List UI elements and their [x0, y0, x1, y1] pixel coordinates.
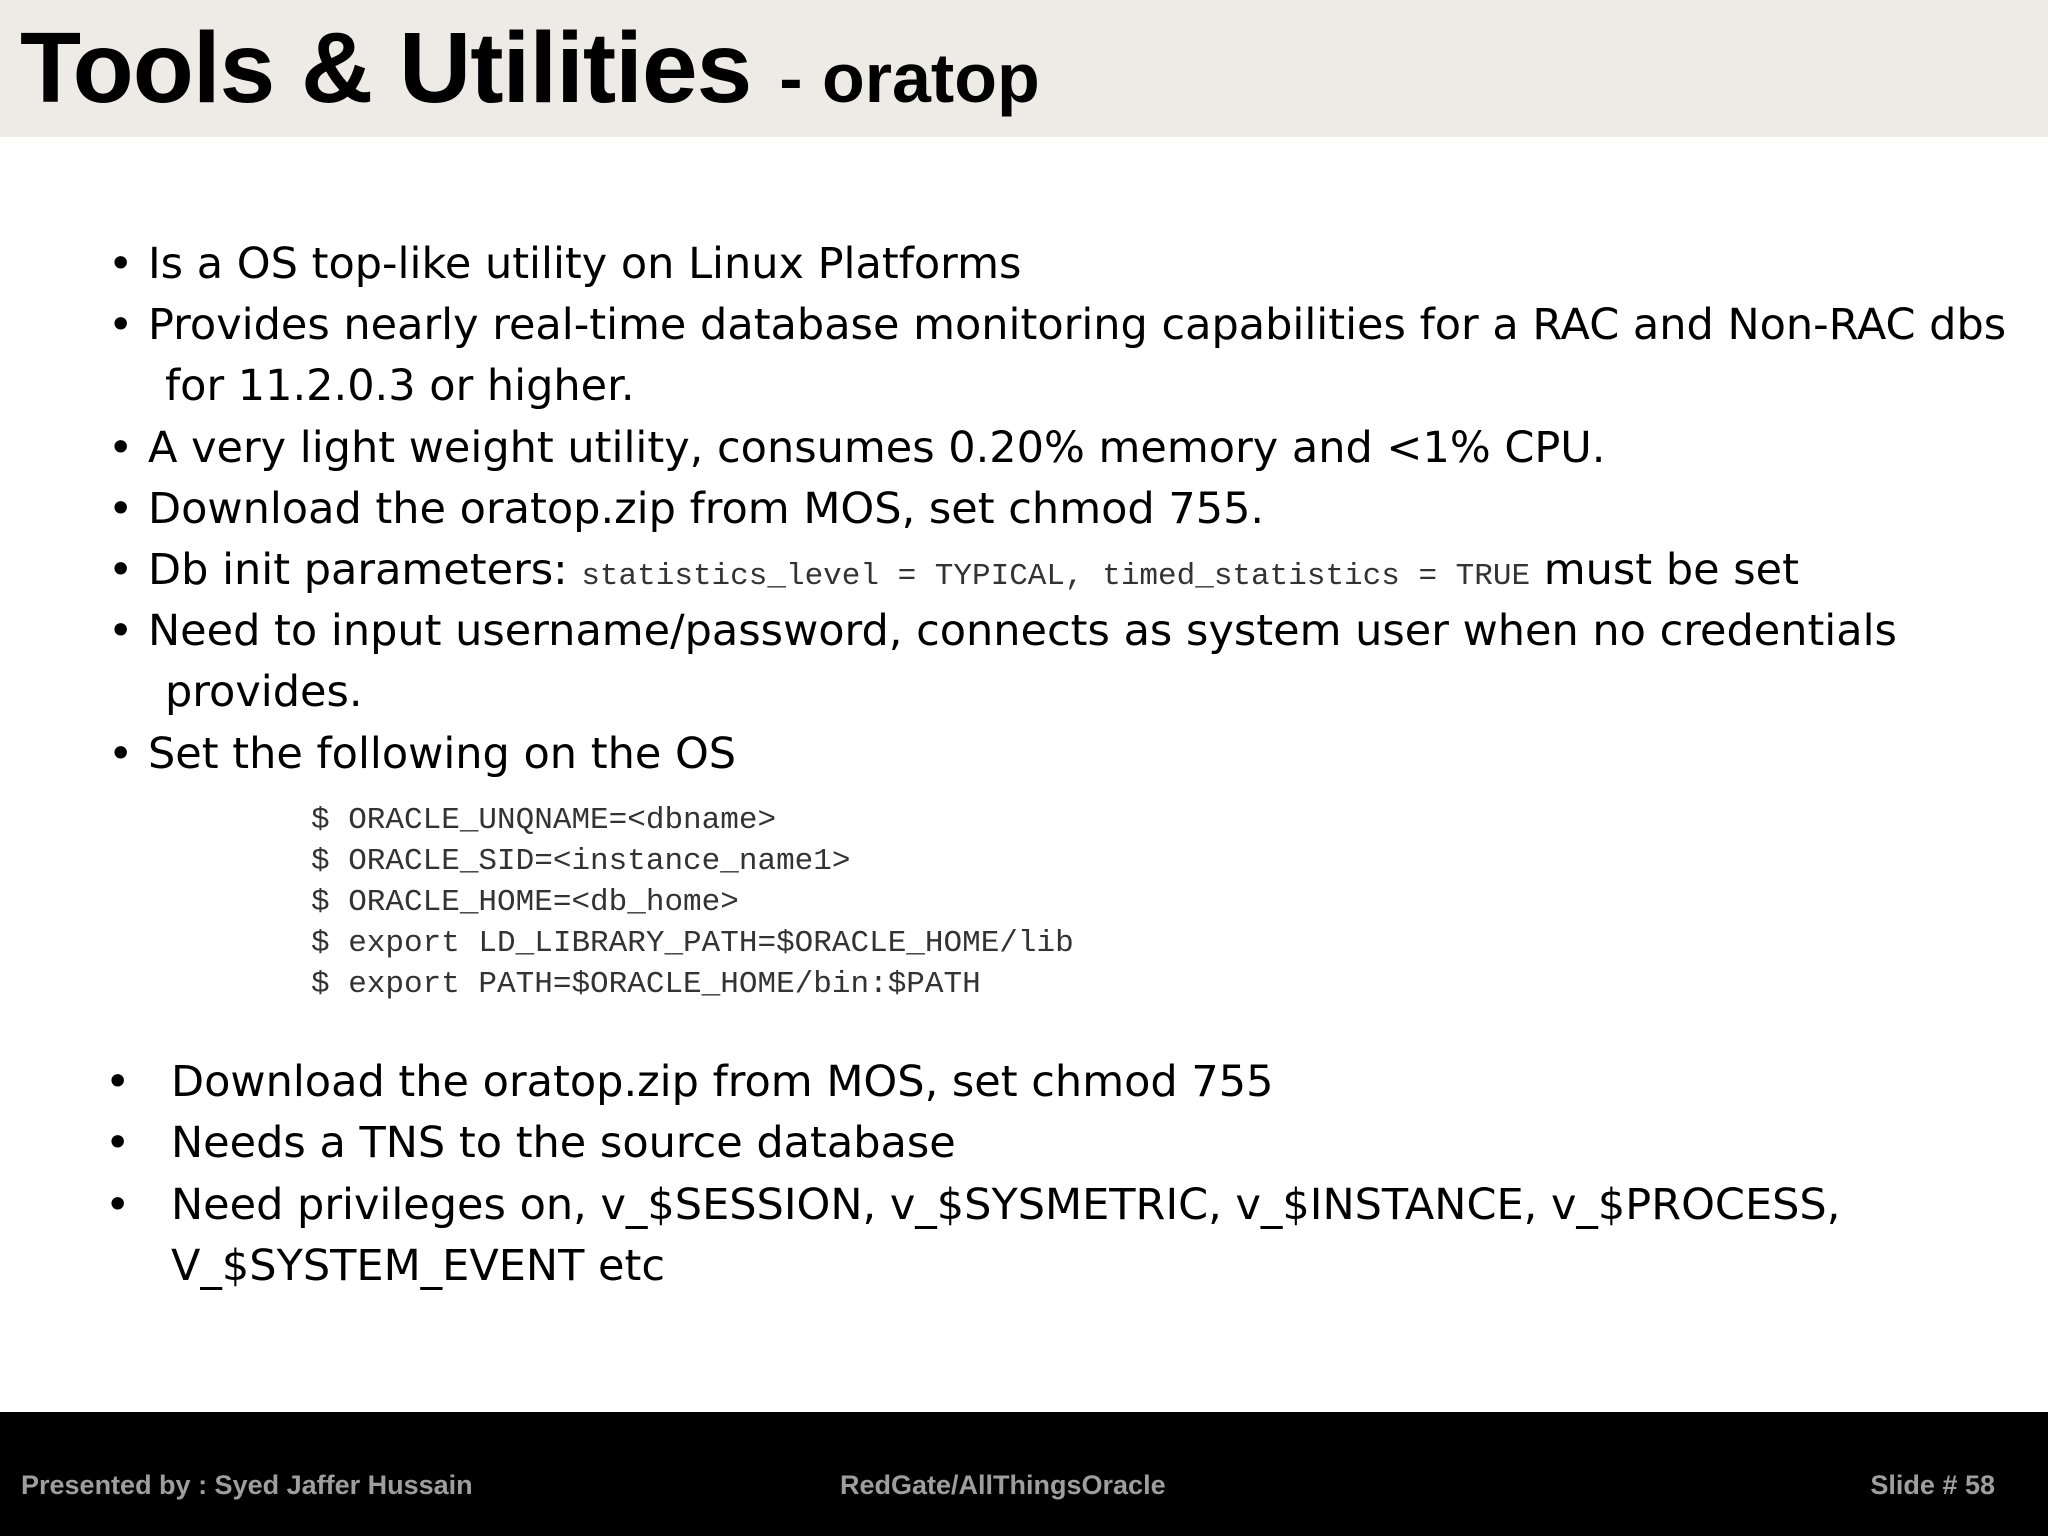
bullet-text: Provides nearly real-time database monitoring capabilities for a RAC and Non-RAC dbs [148, 300, 2007, 350]
slide-title [20, 12, 1040, 124]
bullet-text: Is a OS top-like utility on Linux Platforms [148, 239, 1022, 289]
bullet-text: A very light weight utility, consumes 0.20% memory and <1% CPU. [148, 423, 1606, 473]
code-line: $ ORACLE_HOME=<db_home> [311, 885, 739, 920]
bullet-dot-icon: • [108, 606, 134, 656]
bullet-dot-icon: • [108, 300, 134, 350]
footer-event: RedGate/AllThingsOracle [840, 1470, 1166, 1500]
bullet-continuation [165, 356, 635, 417]
code-line: $ ORACLE_UNQNAME=<dbname> [311, 803, 777, 838]
bullet-item [108, 601, 1897, 662]
bullet-item [105, 1113, 956, 1174]
code-line: $ export LD_LIBRARY_PATH=$ORACLE_HOME/lib [311, 926, 1074, 961]
bullet-text: Db init parameters: [148, 545, 582, 595]
bullet-continuation [165, 662, 363, 723]
bullet-item [108, 479, 1265, 540]
bullet-dot-icon: • [105, 1180, 131, 1230]
bullet-text: V_$SYSTEM_EVENT etc [171, 1241, 665, 1291]
bullet-item [108, 540, 1799, 607]
bullet-dot-icon: • [105, 1057, 131, 1107]
bullet-dot-icon: • [108, 239, 134, 289]
footer-slide-number: Slide # 58 [1870, 1470, 1995, 1500]
bullet-item [108, 418, 1606, 479]
bullet-text: for 11.2.0.3 or higher. [165, 361, 635, 411]
bullet-item [108, 234, 1022, 295]
footer-bar [0, 1412, 2048, 1536]
bullet-text: Download the oratop.zip from MOS, set chmod 755 [171, 1057, 1274, 1107]
bullet-item [108, 295, 2007, 356]
init-params-code: statistics_level = TYPICAL, timed_statistics = TRUE [581, 559, 1531, 594]
bullet-dot-icon: • [108, 545, 134, 595]
code-line: $ ORACLE_SID=<instance_name1> [311, 844, 851, 879]
bullet-dot-icon: • [108, 729, 134, 779]
bullet-item [108, 724, 737, 785]
bullet-item [105, 1052, 1274, 1113]
bullet-text: Need privileges on, v_$SESSION, v_$SYSMETRIC, v_$INSTANCE, v_$PROCESS, [171, 1180, 1841, 1230]
title-subtitle: - oratop [779, 39, 1040, 117]
os-env-code-block [311, 800, 1074, 1005]
bullet-continuation [171, 1236, 665, 1297]
footer-presenter: Presented by : Syed Jaffer Hussain [21, 1470, 473, 1500]
bullet-text: Need to input username/password, connects as system user when no credentials [148, 606, 1897, 656]
bullet-dot-icon: • [108, 484, 134, 534]
bullet-item [105, 1175, 1841, 1236]
title-main: Tools & Utilities [20, 12, 752, 124]
bullet-dot-icon: • [108, 423, 134, 473]
title-bar [0, 0, 2048, 137]
bullet-text: provides. [165, 667, 363, 717]
bullet-text: must be set [1530, 545, 1799, 595]
bullet-text: Needs a TNS to the source database [171, 1118, 956, 1168]
bullet-text: Set the following on the OS [148, 729, 737, 779]
bullet-text: Download the oratop.zip from MOS, set chmod 755. [148, 484, 1265, 534]
bullet-dot-icon: • [105, 1118, 131, 1168]
code-line: $ export PATH=$ORACLE_HOME/bin:$PATH [311, 967, 981, 1002]
